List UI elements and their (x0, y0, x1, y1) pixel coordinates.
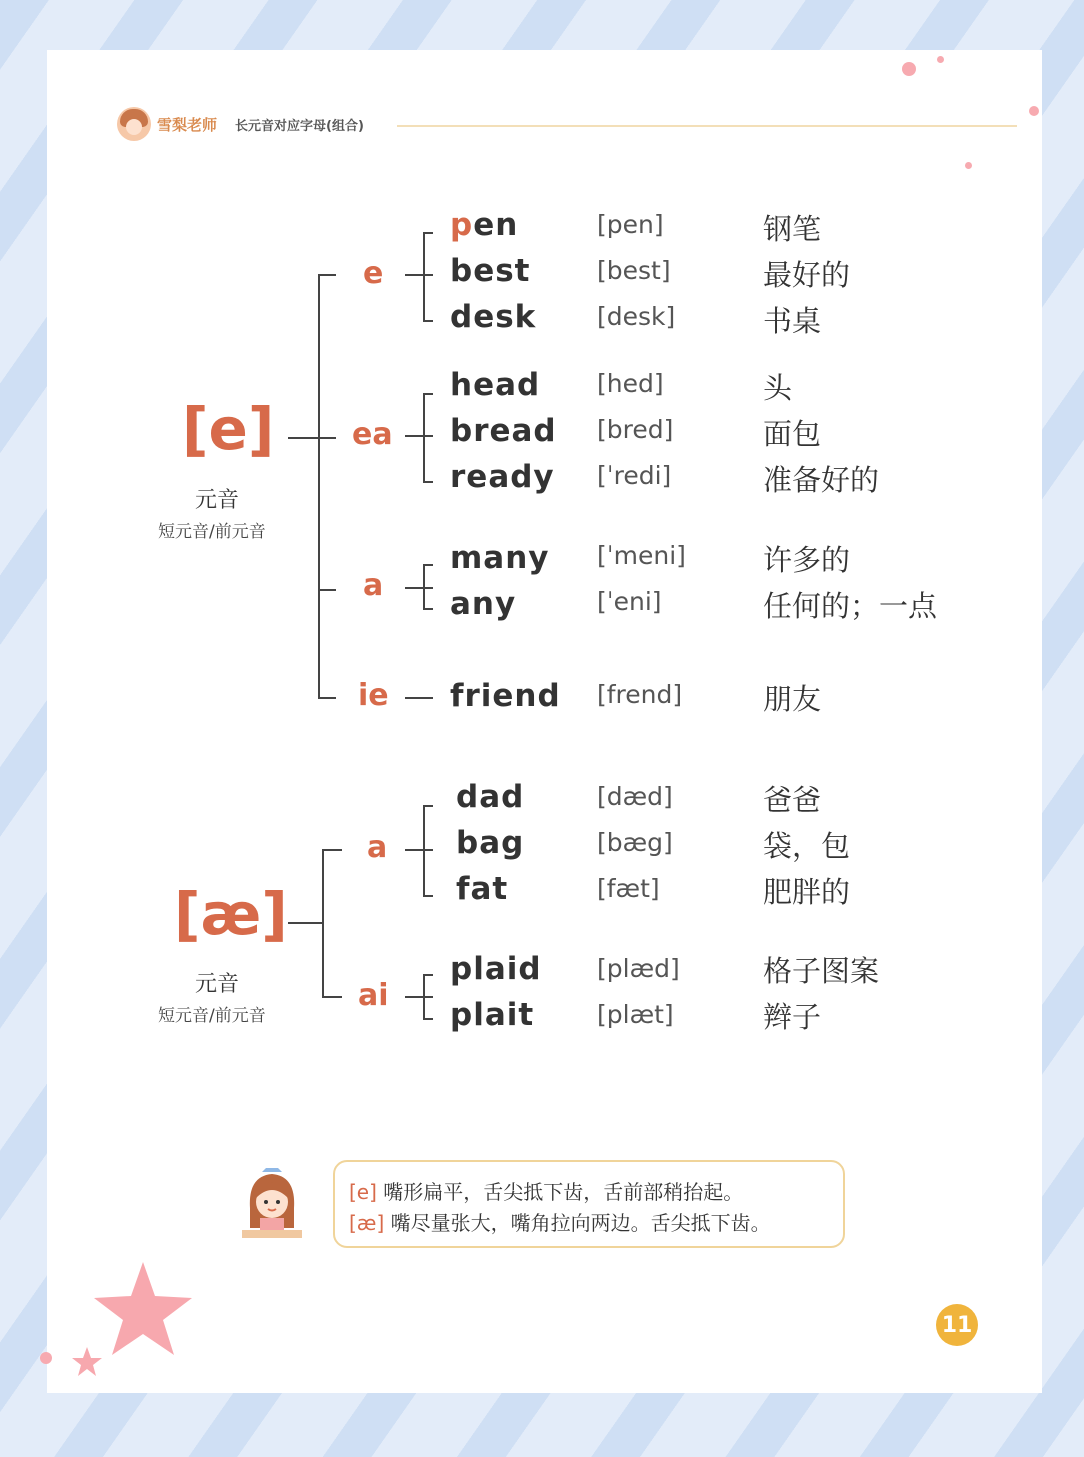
branch-line (423, 232, 433, 234)
phoneme-label: 元音 (195, 488, 240, 513)
meaning-best: 最好的 (763, 258, 851, 292)
letter-group-e: e (363, 256, 384, 291)
word-head: head (450, 367, 541, 403)
branch-line (318, 697, 336, 699)
letter-group-a: a (363, 568, 384, 603)
branch-line (423, 974, 433, 976)
branch-line (322, 849, 342, 851)
ipa-plaid: [plæd] (597, 954, 680, 983)
phoneme-sublabel: 短元音/前元音 (158, 1006, 266, 1026)
ipa-bag: [bæg] (597, 828, 673, 857)
teacher-avatar-icon (240, 1168, 304, 1240)
ipa-pen: [pen] (597, 210, 664, 239)
meaning-desk: 书桌 (763, 304, 822, 338)
tip-line-ae (349, 1207, 771, 1236)
word-pen: pen (450, 207, 519, 243)
ipa-any: [ˈeni] (597, 587, 662, 616)
teacher-avatar-icon (117, 107, 151, 141)
meaning-head: 头 (763, 371, 793, 405)
pronunciation-tip-bubble (333, 1160, 845, 1248)
branch-line (423, 805, 425, 897)
meaning-many: 许多的 (763, 543, 851, 577)
meaning-any: 任何的；一点 (763, 589, 938, 623)
star-icon (88, 1258, 198, 1358)
meaning-friend: 朋友 (763, 682, 822, 716)
tip-tag: [e] (349, 1180, 377, 1204)
word-plaid: plaid (450, 951, 542, 987)
meaning-fat: 肥胖的 (763, 875, 851, 909)
ipa-many: [ˈmeni] (597, 541, 686, 570)
ipa-best: [best] (597, 256, 671, 285)
branch-line (423, 320, 433, 322)
page-subtitle: 长元音对应字母(组合) (235, 118, 364, 134)
decor-dot (1029, 106, 1039, 116)
decor-dot (40, 1352, 52, 1364)
letter-group-a: a (367, 830, 388, 865)
branch-line (405, 996, 433, 998)
decor-dot (902, 62, 916, 76)
phoneme-sublabel: 短元音/前元音 (158, 522, 266, 542)
branch-line (318, 274, 336, 276)
word-any: any (450, 586, 517, 622)
decor-dot (937, 56, 944, 63)
brand-name: 雪梨老师 (157, 115, 218, 134)
phoneme-label: 元音 (195, 972, 240, 997)
branch-line (318, 274, 320, 698)
meaning-dad: 爸爸 (763, 783, 822, 817)
branch-line (423, 974, 425, 1020)
letter-group-ie: ie (358, 678, 389, 713)
ipa-fat: [fæt] (597, 874, 660, 903)
branch-line (405, 587, 433, 589)
phoneme-e: [e] (182, 395, 275, 463)
branch-line (423, 393, 425, 483)
branch-line (423, 232, 425, 322)
branch-line (288, 437, 336, 439)
word-dad: dad (456, 779, 525, 815)
tip-text: 嘴尽量张大，嘴角拉向两边。舌尖抵下齿。 (384, 1211, 771, 1235)
header-divider (397, 125, 1017, 127)
ipa-ready: [ˈredi] (597, 461, 672, 490)
meaning-plait: 辫子 (763, 1000, 822, 1034)
branch-line (322, 996, 342, 998)
meaning-bag: 袋，包 (763, 829, 851, 863)
star-icon (70, 1345, 104, 1379)
branch-line (423, 608, 433, 610)
meaning-ready: 准备好的 (763, 463, 880, 497)
branch-line (423, 564, 425, 610)
branch-line (423, 564, 433, 566)
tip-tag: [æ] (349, 1211, 385, 1235)
ipa-plait: [plæt] (597, 1000, 674, 1029)
word-desk: desk (450, 299, 537, 335)
letter-group-ai: ai (358, 978, 389, 1013)
word-best: best (450, 253, 531, 289)
ipa-bread: [bred] (597, 415, 674, 444)
branch-line (423, 805, 433, 807)
branch-line (423, 393, 433, 395)
phoneme-ae: [æ] (174, 880, 288, 948)
ipa-dad: [dæd] (597, 782, 673, 811)
branch-line (405, 697, 433, 699)
ipa-head: [hed] (597, 369, 664, 398)
word-friend: friend (450, 678, 561, 714)
branch-line (405, 435, 433, 437)
branch-line (405, 849, 433, 851)
meaning-bread: 面包 (763, 417, 822, 451)
header-logo (117, 106, 364, 142)
decor-dot (965, 162, 972, 169)
tip-text: 嘴形扁平，舌尖抵下齿，舌前部稍抬起。 (376, 1180, 744, 1204)
meaning-plaid: 格子图案 (763, 954, 880, 988)
meaning-pen: 钢笔 (763, 212, 822, 246)
branch-line (423, 1018, 433, 1020)
ipa-desk: [desk] (597, 302, 676, 331)
word-ready: ready (450, 459, 555, 495)
branch-line (423, 481, 433, 483)
page-number-badge: 11 (936, 1304, 978, 1346)
branch-line (318, 589, 336, 591)
tip-line-e (349, 1176, 743, 1205)
word-many: many (450, 540, 550, 576)
word-bag: bag (456, 825, 525, 861)
branch-line (405, 274, 433, 276)
letter-group-ea: ea (352, 417, 393, 452)
word-plait: plait (450, 997, 535, 1033)
ipa-friend: [frend] (597, 680, 683, 709)
word-bread: bread (450, 413, 557, 449)
branch-line (423, 895, 433, 897)
branch-line (322, 849, 324, 998)
word-fat: fat (456, 871, 509, 907)
branch-line (288, 922, 324, 924)
